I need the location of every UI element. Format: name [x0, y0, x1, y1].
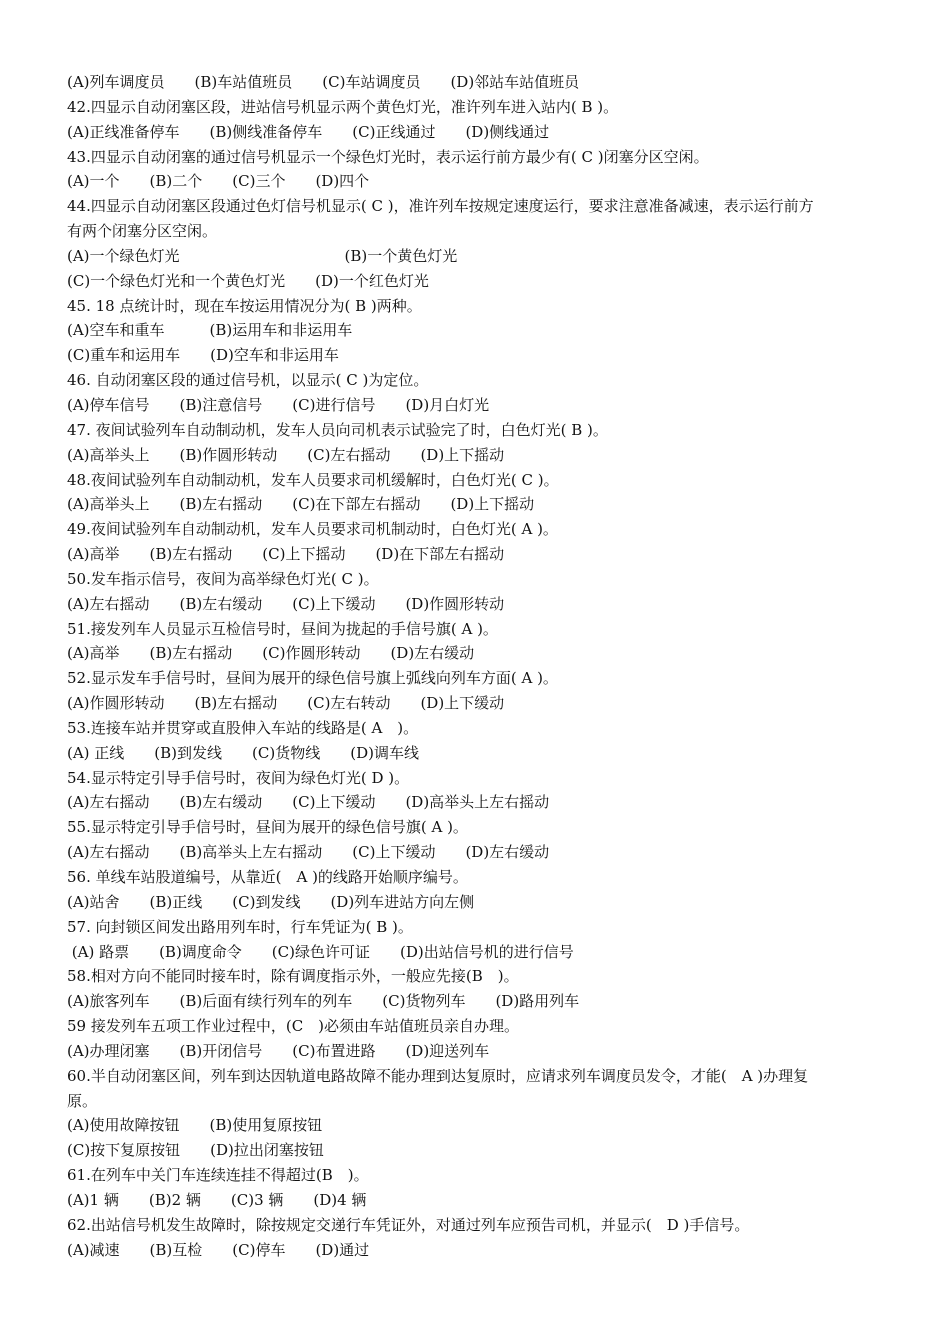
question-47: 47. 夜间试验列车自动制动机，发车人员向司机表示试验完了时，白色灯光( B )。	[67, 420, 608, 439]
question-50: 50.发车指示信号，夜间为高举绿色灯光( C )。	[67, 569, 379, 588]
answer-options-44-cd: (C)一个绿色灯光和一个黄色灯光 (D)一个红色灯光	[67, 271, 429, 290]
question-44: 44.四显示自动闭塞区段通过色灯信号机显示( C )，准许列车按规定速度运行，要求注意准备减速，表示运行前方	[67, 197, 814, 216]
question-60: 60.半自动闭塞区间，列车到达因轨道电路故障不能办理到达复原时，应请求列车调度员发令，才能( A )办理复	[67, 1066, 809, 1085]
answer-options-48: (A)高举头上 (B)左右摇动 (C)在下部左右摇动 (D)上下摇动	[67, 495, 535, 514]
answer-options-47: (A)高举头上 (B)作圆形转动 (C)左右摇动 (D)上下摇动	[67, 445, 505, 464]
answer-options-52: (A)作圆形转动 (B)左右摇动 (C)左右转动 (D)上下缓动	[67, 694, 505, 713]
answer-options-55: (A)左右摇动 (B)高举头上左右摇动 (C)上下缓动 (D)左右缓动	[67, 843, 550, 862]
answer-options-62: (A)减速 (B)互检 (C)停车 (D)通过	[67, 1240, 370, 1259]
question-45: 45. 18 点统计时，现在车按运用情况分为( B )两种。	[67, 296, 422, 315]
answer-options-45-cd: (C)重车和运用车 (D)空车和非运用车	[67, 346, 339, 365]
answer-options-59: (A)办理闭塞 (B)开闭信号 (C)布置进路 (D)迎送列车	[67, 1041, 490, 1060]
exam-document	[67, 70, 897, 1263]
answer-options-61: (A)1 辆 (B)2 辆 (C)3 辆 (D)4 辆	[67, 1190, 367, 1209]
question-58: 58.相对方向不能同时接车时，除有调度指示外，一般应先接(B )。	[67, 967, 519, 986]
answer-options-42: (A)正线准备停车 (B)侧线准备停车 (C)正线通过 (D)侧线通过	[67, 122, 550, 141]
question-48: 48.夜间试验列车自动制动机，发车人员要求司机缓解时，白色灯光( C )。	[67, 470, 559, 489]
question-59: 59 接发列车五项工作业过程中，(C )必须由车站值班员亲自办理。	[67, 1017, 520, 1036]
question-62: 62.出站信号机发生故障时，除按规定交递行车凭证外，对通过列车应预告司机，并显示( D )手信号。	[67, 1215, 750, 1234]
question-61: 61.在列车中关门车连续连挂不得超过(B )。	[67, 1166, 369, 1185]
answer-options-51: (A)高举 (B)左右摇动 (C)作圆形转动 (D)左右缓动	[67, 644, 475, 663]
answer-options-60-ab: (A)使用故障按钮 (B)使用复原按钮	[67, 1116, 323, 1135]
answer-options-57: (A) 路票 (B)调度命令 (C)绿色许可证 (D)出站信号机的进行信号	[67, 942, 574, 961]
question-44-continued: 有两个闭塞分区空闲。	[67, 222, 218, 241]
answer-options-56: (A)站舍 (B)正线 (C)到发线 (D)列车进站方向左侧	[67, 892, 475, 911]
answer-options-54: (A)左右摇动 (B)左右缓动 (C)上下缓动 (D)高举头上左右摇动	[67, 793, 550, 812]
answer-options-43: (A)一个 (B)二个 (C)三个 (D)四个	[67, 172, 370, 191]
question-43: 43.四显示自动闭塞的通过信号机显示一个绿色灯光时，表示运行前方最少有( C )闭塞分区空闲。	[67, 147, 709, 166]
answer-options-44-ab: (A)一个绿色灯光 (B)一个黄色灯光	[67, 246, 458, 265]
question-52: 52.显示发车手信号时，昼间为展开的绿色信号旗上弧线向列车方面( A )。	[67, 669, 558, 688]
answer-options-41: (A)列车调度员 (B)车站值班员 (C)车站调度员 (D)邻站车站值班员	[67, 73, 580, 91]
question-54: 54.显示特定引导手信号时，夜间为绿色灯光( D )。	[67, 768, 410, 787]
question-55: 55.显示特定引导手信号时，昼间为展开的绿色信号旗( A )。	[67, 818, 468, 837]
answer-options-50: (A)左右摇动 (B)左右缓动 (C)上下缓动 (D)作圆形转动	[67, 594, 505, 613]
answer-options-45-ab: (A)空车和重车 (B)运用车和非运用车	[67, 321, 353, 340]
question-42: 42.四显示自动闭塞区段，进站信号机显示两个黄色灯光，准许列车进入站内( B )。	[67, 97, 619, 116]
question-49: 49.夜间试验列车自动制动机，发车人员要求司机制动时，白色灯光( A )。	[67, 520, 558, 539]
answer-options-58: (A)旅客列车 (B)后面有续行列车的列车 (C)货物列车 (D)路用列车	[67, 992, 580, 1011]
question-56: 56. 单线车站股道编号，从靠近( A )的线路开始顺序编号。	[67, 868, 468, 886]
answer-options-60-cd: (C)按下复原按钮 (D)拉出闭塞按钮	[67, 1141, 324, 1160]
question-46: 46. 自动闭塞区段的通过信号机，以显示( C )为定位。	[67, 371, 429, 390]
question-60-continued: 原。	[67, 1091, 98, 1110]
answer-options-53: (A) 正线 (B)到发线 (C)货物线 (D)调车线	[67, 743, 419, 762]
question-53: 53.连接车站并贯穿或直股伸入车站的线路是( A )。	[67, 718, 419, 737]
question-51: 51.接发列车人员显示互检信号时，昼间为拢起的手信号旗( A )。	[67, 619, 498, 638]
answer-options-46: (A)停车信号 (B)注意信号 (C)进行信号 (D)月白灯光	[67, 395, 490, 414]
answer-options-49: (A)高举 (B)左右摇动 (C)上下摇动 (D)在下部左右摇动	[67, 545, 505, 564]
question-57: 57. 向封锁区间发出路用列车时，行车凭证为( B )。	[67, 917, 413, 936]
